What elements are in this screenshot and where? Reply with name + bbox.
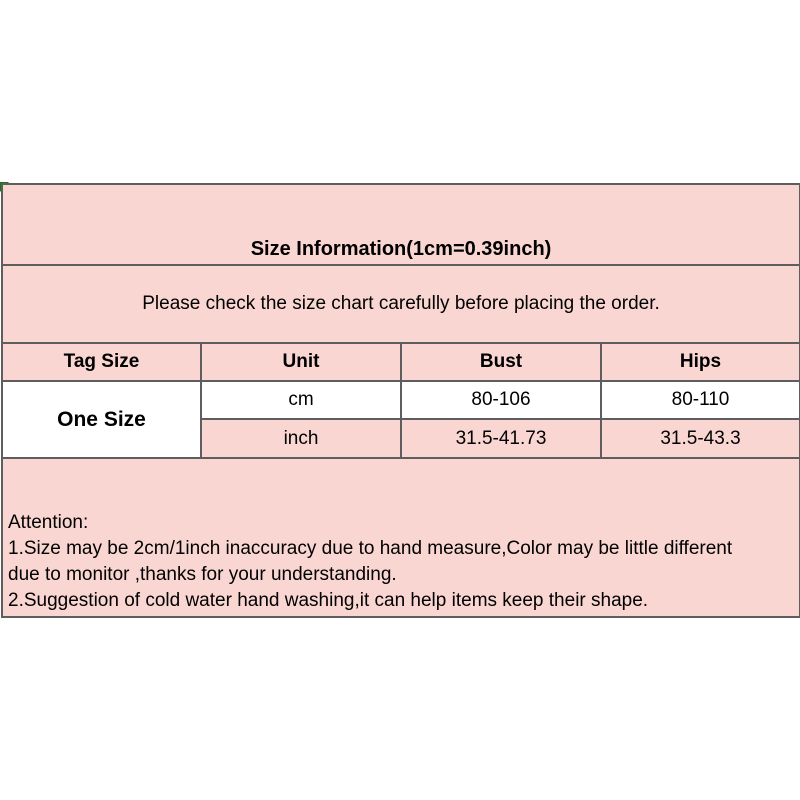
attention-note-1b: due to monitor ,thanks for your understanding. xyxy=(8,564,397,585)
hips-inch-value: 31.5-43.3 xyxy=(601,419,800,458)
attention-block xyxy=(2,458,800,617)
tag-size-value: One Size xyxy=(2,381,201,458)
attention-note-2: 2.Suggestion of cold water hand washing,it can help items keep their shape. xyxy=(8,590,649,611)
column-header-unit: Unit xyxy=(201,343,401,381)
attention-heading: Attention: xyxy=(8,512,89,533)
table-row-cm xyxy=(2,381,800,419)
column-header-hips: Hips xyxy=(601,343,800,381)
unit-inch: inch xyxy=(201,419,401,458)
column-header-tag-size: Tag Size xyxy=(2,343,201,381)
attention-row xyxy=(2,458,800,617)
header-row xyxy=(2,343,800,381)
note-row xyxy=(2,265,800,343)
hips-cm-value: 80-110 xyxy=(601,381,800,419)
page-title: Size Information(1cm=0.39inch) xyxy=(2,184,800,265)
unit-cm: cm xyxy=(201,381,401,419)
bust-cm-value: 80-106 xyxy=(401,381,601,419)
bust-inch-value: 31.5-41.73 xyxy=(401,419,601,458)
note-text: Please check the size chart carefully before placing the order. xyxy=(2,265,800,343)
column-header-bust: Bust xyxy=(401,343,601,381)
title-row xyxy=(2,184,800,265)
size-information-table xyxy=(1,183,800,618)
attention-note-1a: 1.Size may be 2cm/1inch inaccuracy due to hand measure,Color may be little different xyxy=(8,538,733,559)
